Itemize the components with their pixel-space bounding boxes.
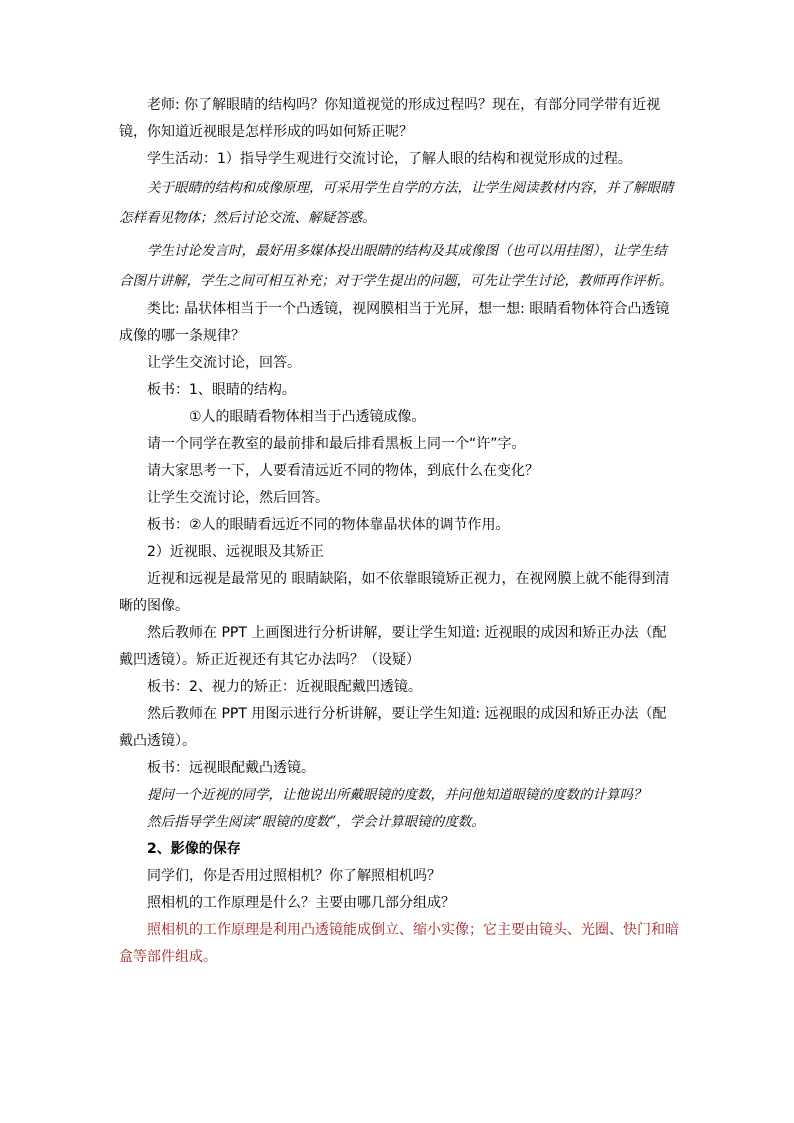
hyperopia-ppt-analysis: 然后教师在 PPT 用图示进行分析讲解，要让学生知道: 远视眼的成因和矫正办法（配戴凸透镜）。 [119, 706, 667, 749]
document-body [119, 92, 679, 971]
section-heading-image-saving: 2、影像的保存 [147, 841, 241, 857]
myopia-ppt-analysis: 然后教师在 PPT 上画图进行分析讲解，要让学生知道: 近视眼的成因和矫正办法（配戴凹透镜）。矫正近视还有其它办法吗？（设疑） [119, 625, 667, 668]
student-activity: 学生活动：1）指导学生观进行交流讨论，了解人眼的结构和视觉形成的过程。 [147, 151, 632, 167]
board-note-item-2: 板书：②人的眼睛看远近不同的物体靠晶状体的调节作用。 [147, 517, 510, 533]
camera-question-2: 照相机的工作原理是什么？主要由哪几部分组成？ [147, 895, 455, 911]
camera-answer: 照相机的工作原理是利用凸透镜能成倒立、缩小实像；它主要由镜头、光圈、快门和暗盒等部件组成。 [119, 922, 679, 965]
teaching-note-structure: 关于眼睛的结构和成像原理，可采用学生自学的方法，让学生阅读教材内容，并了解眼睛怎样看见物体；然后讨论交流、解疑答惑。 [119, 180, 674, 226]
analogy-paragraph: 类比: 晶状体相当于一个凸透镜，视网膜相当于光屏，想一想: 眼睛看物体符合凸透镜成像的哪一条规律？ [119, 301, 670, 344]
teaching-note-discussion: 学生讨论发言时，最好用多媒体投出眼睛的结构及其成像图（也可以用挂图），让学生结合图片讲解，学生之间可相互补充；对于学生提出的问题，可先让学生讨论，教师再作评析。 [119, 243, 673, 289]
thinking-question: 请大家思考一下，人要看清远近不同的物体，到底什么在变化？ [147, 463, 539, 479]
camera-question-1: 同学们，你是否用过照相机？你了解照相机吗？ [147, 868, 441, 884]
myopia-explanation: 近视和远视是最常见的 眼睛缺陷，如不依靠眼镜矫正视力，在视网膜上就不能得到清晰的图像。 [119, 571, 670, 614]
activity-blackboard: 请一个同学在教室的最前排和最后排看黑板上同一个“许”字。 [147, 436, 526, 452]
board-note-vision-correction: 板书：2、视力的矫正：近视眼配戴凹透镜。 [147, 679, 422, 695]
board-note-hyperopia: 板书：远视眼配戴凸透镜。 [147, 760, 315, 776]
board-note-eye-structure: 板书：1、眼睛的结构。 [147, 382, 296, 398]
discussion-instruction-2: 让学生交流讨论，然后回答。 [147, 490, 329, 506]
teacher-question: 老师: 你了解眼睛的结构吗？你知道视觉的形成过程吗？现在，有部分同学带有近视镜，你知道近视眼是怎样形成的吗如何矫正呢？ [119, 97, 661, 140]
teaching-note-question: 提问一个近视的同学，让他说出所戴眼镜的度数，并问他知道眼镜的度数的计算吗？ [147, 787, 647, 803]
teaching-note-reading: 然后指导学生阅读“眼镜的度数”，学会计算眼镜的度数。 [147, 814, 485, 830]
discussion-instruction-1: 让学生交流讨论，回答。 [147, 355, 301, 371]
section-heading-myopia: 2）近视眼、远视眼及其矫正 [147, 544, 324, 560]
board-note-item-1: ①人的眼睛看物体相当于凸透镜成像。 [189, 409, 426, 425]
